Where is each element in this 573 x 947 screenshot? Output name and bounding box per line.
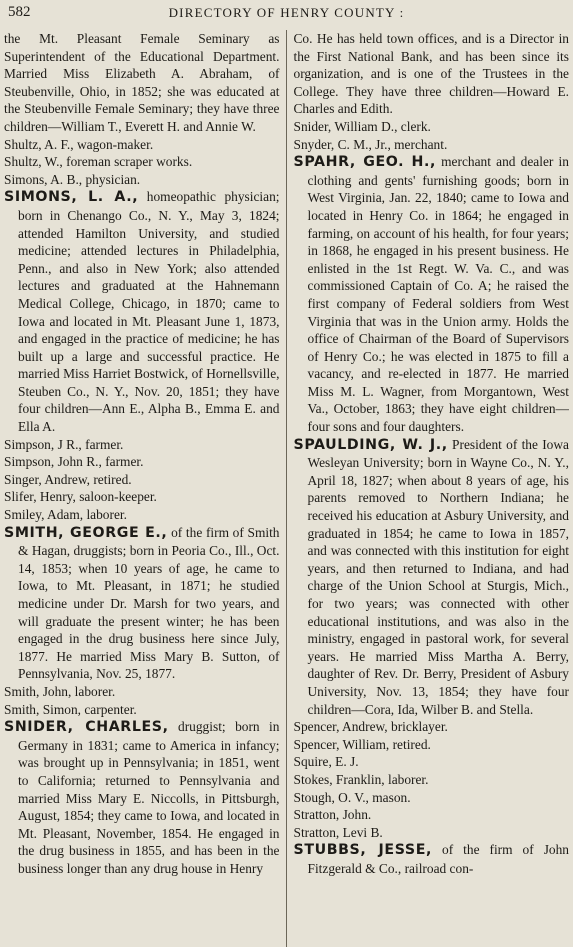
entry-name: SPAULDING, W. J., (293, 436, 448, 453)
entry-text: Smiley, Adam, laborer. (4, 507, 127, 523)
entry-text: merchant and dealer in clothing and gents' furnishing goods; born in West Virginia, Jan. 22, 1840; came to Iowa and located in Henry Co. in 1864; he engaged in farming, on account of his health, for four years; in 1868, he engaged in his present business. He enlisted in the 1st Regt. W. Va. C., and was commissioned Captain of Co. A; he raised the first company of Federal soldiers from West Virginia that was in the Union army. Holds the office of Chairman of the Board of Supervisors of Henry Co.; he was elected in 1875 to fill a vacancy, and re-elected in 1877. He married Miss M. L. Wagner, from Morgantown, West Va., October, 1863; they have eight children—four sons and four daughters. (307, 154, 569, 435)
entry-text: Simpson, John R., farmer. (4, 454, 144, 470)
entry-text: Stokes, Franklin, laborer. (293, 771, 429, 787)
entry-text: Singer, Andrew, retired. (4, 471, 132, 487)
entry-text: Squire, E. J. (293, 754, 359, 770)
entry-text: Smith, John, laborer. (4, 683, 116, 699)
right-column (286, 30, 570, 947)
entry-name: SMITH, GEORGE E., (4, 524, 168, 541)
entry-text: Slifer, Henry, saloon-keeper. (4, 489, 157, 505)
entry-text: the Mt. Pleasant Female Seminary as Superintendent of the Educational Department. Married Miss Elizabeth A. Abraham, of Steubenville, Ohio, in 1852; she was educated at the Steubenville Female Seminary; they have three children—William T., Everett H. and Annie W. (4, 31, 280, 134)
directory-entry (294, 136, 570, 154)
entry-name: SIMONS, L. A., (4, 189, 139, 206)
directory-entry (294, 718, 570, 736)
entry-text: Shultz, A. F., wagon-maker. (4, 136, 154, 152)
directory-entry (4, 471, 280, 489)
page-header (4, 0, 569, 26)
directory-entry (294, 118, 570, 136)
entry-text: druggist; born in Germany in 1831; came to America in infancy; was brought up in Pennsylvania; in 1851, went to California; returned to Pennsylvania and married Miss Mary E. Niccolls, in Pittsburgh, August, 1854; they came to Iowa, and located in Mt. Pleasant, November, 1854. He engaged in the drug business in 1855, and has been in the business longer than any drug house in Henry (18, 719, 280, 876)
entry-text: Stough, O. V., mason. (293, 789, 411, 805)
directory-entry (4, 701, 280, 719)
entry-text: Stratton, Levi B. (293, 824, 383, 840)
text-columns (4, 30, 569, 947)
directory-entry (4, 136, 280, 154)
directory-entry (4, 453, 280, 471)
directory-entry (294, 789, 570, 807)
directory-entry (294, 824, 570, 842)
directory-entry (294, 736, 570, 754)
entry-text: President of the Iowa Wesleyan University; born in Wayne Co., N. Y., April 18, 1827; when about 8 years of age, his parents removed to Northern Indiana; he received his education at Asbury University, and graduated in 1854; he came to Iowa in 1857, and was connected with this institution for eight years, and then returned to Indiana, and had charge of the Union School at Sturgis, Mich., for two years; was connected with other educational institutions, and was also in the ministry, engaged in pastoral work, for several years. He married Miss Martha A. Berry, daughter of Rev. Dr. Berry, President of Asbury University, Nov. 13, 1854; they have four children—Cora, Ida, Wilber B. and Stella. (307, 436, 569, 717)
entry-text: homeopathic physician; born in Chenango Co., N. Y., May 3, 1824; attended Hamilton University, and studied medicine; attended lectures in Philadelphia, Penn., and also in New York; also attended lectures and graduated at the Hahnemann Medical College, Chicago, in 1870; came to Iowa and located in Mt. Pleasant June 1, 1873, and engaged in the practice of medicine; he has built up a large and successful practice. He married Miss Harriet Bostwick, of Hornellsville, Steuben Co., N. Y., Nov. 20, 1851; they have four children—Ann E., Alpha B., Emma E. and Ella A. (18, 189, 280, 435)
entry-text: Shultz, W., foreman scraper works. (4, 154, 193, 170)
biography-entry (294, 841, 570, 877)
running-head: DIRECTORY OF HENRY COUNTY : (168, 5, 405, 20)
continued-entry (4, 30, 280, 136)
entry-text: Snider, William D., clerk. (293, 118, 431, 134)
directory-entry (4, 153, 280, 171)
left-column (4, 30, 286, 947)
entry-name: STUBBS, JESSE, (293, 842, 432, 859)
entry-text: of the firm of Smith & Hagan, druggists; born in Peoria Co., Ill., Oct. 14, 1853; when 10 years of age, he came to Iowa, to Mt. Pleasant, in 1871; he studied medicine under Dr. Marsh for two years, and will graduate the present winter; he has been engaged in the drug business here since July, 1877. He married Miss Mary B. Sutton, of Pennsylvania, Nov. 25, 1877. (18, 524, 280, 682)
entry-text: Snyder, C. M., Jr., merchant. (293, 136, 448, 152)
entry-text: of the firm of John Fitzgerald & Co., railroad con- (307, 842, 569, 876)
continued-entry (294, 30, 570, 118)
directory-entry (4, 683, 280, 701)
entry-name: SNIDER, CHARLES, (4, 719, 169, 736)
entry-text: Co. He has held town offices, and is a Director in the First National Bank, and has been since its organization, and is one of the Trustees in the College. They have three children—Howard E. Charles and Edith. (293, 31, 569, 117)
directory-entry (294, 771, 570, 789)
biography-entry (4, 718, 280, 877)
biography-entry (4, 524, 280, 683)
biography-entry (294, 153, 570, 436)
directory-entry (4, 171, 280, 189)
biography-entry (4, 188, 280, 435)
directory-entry (4, 436, 280, 454)
entry-text: Spencer, William, retired. (293, 736, 431, 752)
biography-entry (294, 436, 570, 719)
entry-text: Simons, A. B., physician. (4, 171, 141, 187)
entry-text: Stratton, John. (293, 807, 372, 823)
page-number: 582 (8, 4, 31, 20)
directory-entry (4, 488, 280, 506)
entry-name: SPAHR, GEO. H., (293, 154, 436, 171)
directory-entry (4, 506, 280, 524)
entry-text: Spencer, Andrew, bricklayer. (293, 719, 448, 735)
entry-text: Smith, Simon, carpenter. (4, 701, 137, 717)
directory-entry (294, 806, 570, 824)
entry-text: Simpson, J R., farmer. (4, 436, 124, 452)
directory-entry (294, 753, 570, 771)
